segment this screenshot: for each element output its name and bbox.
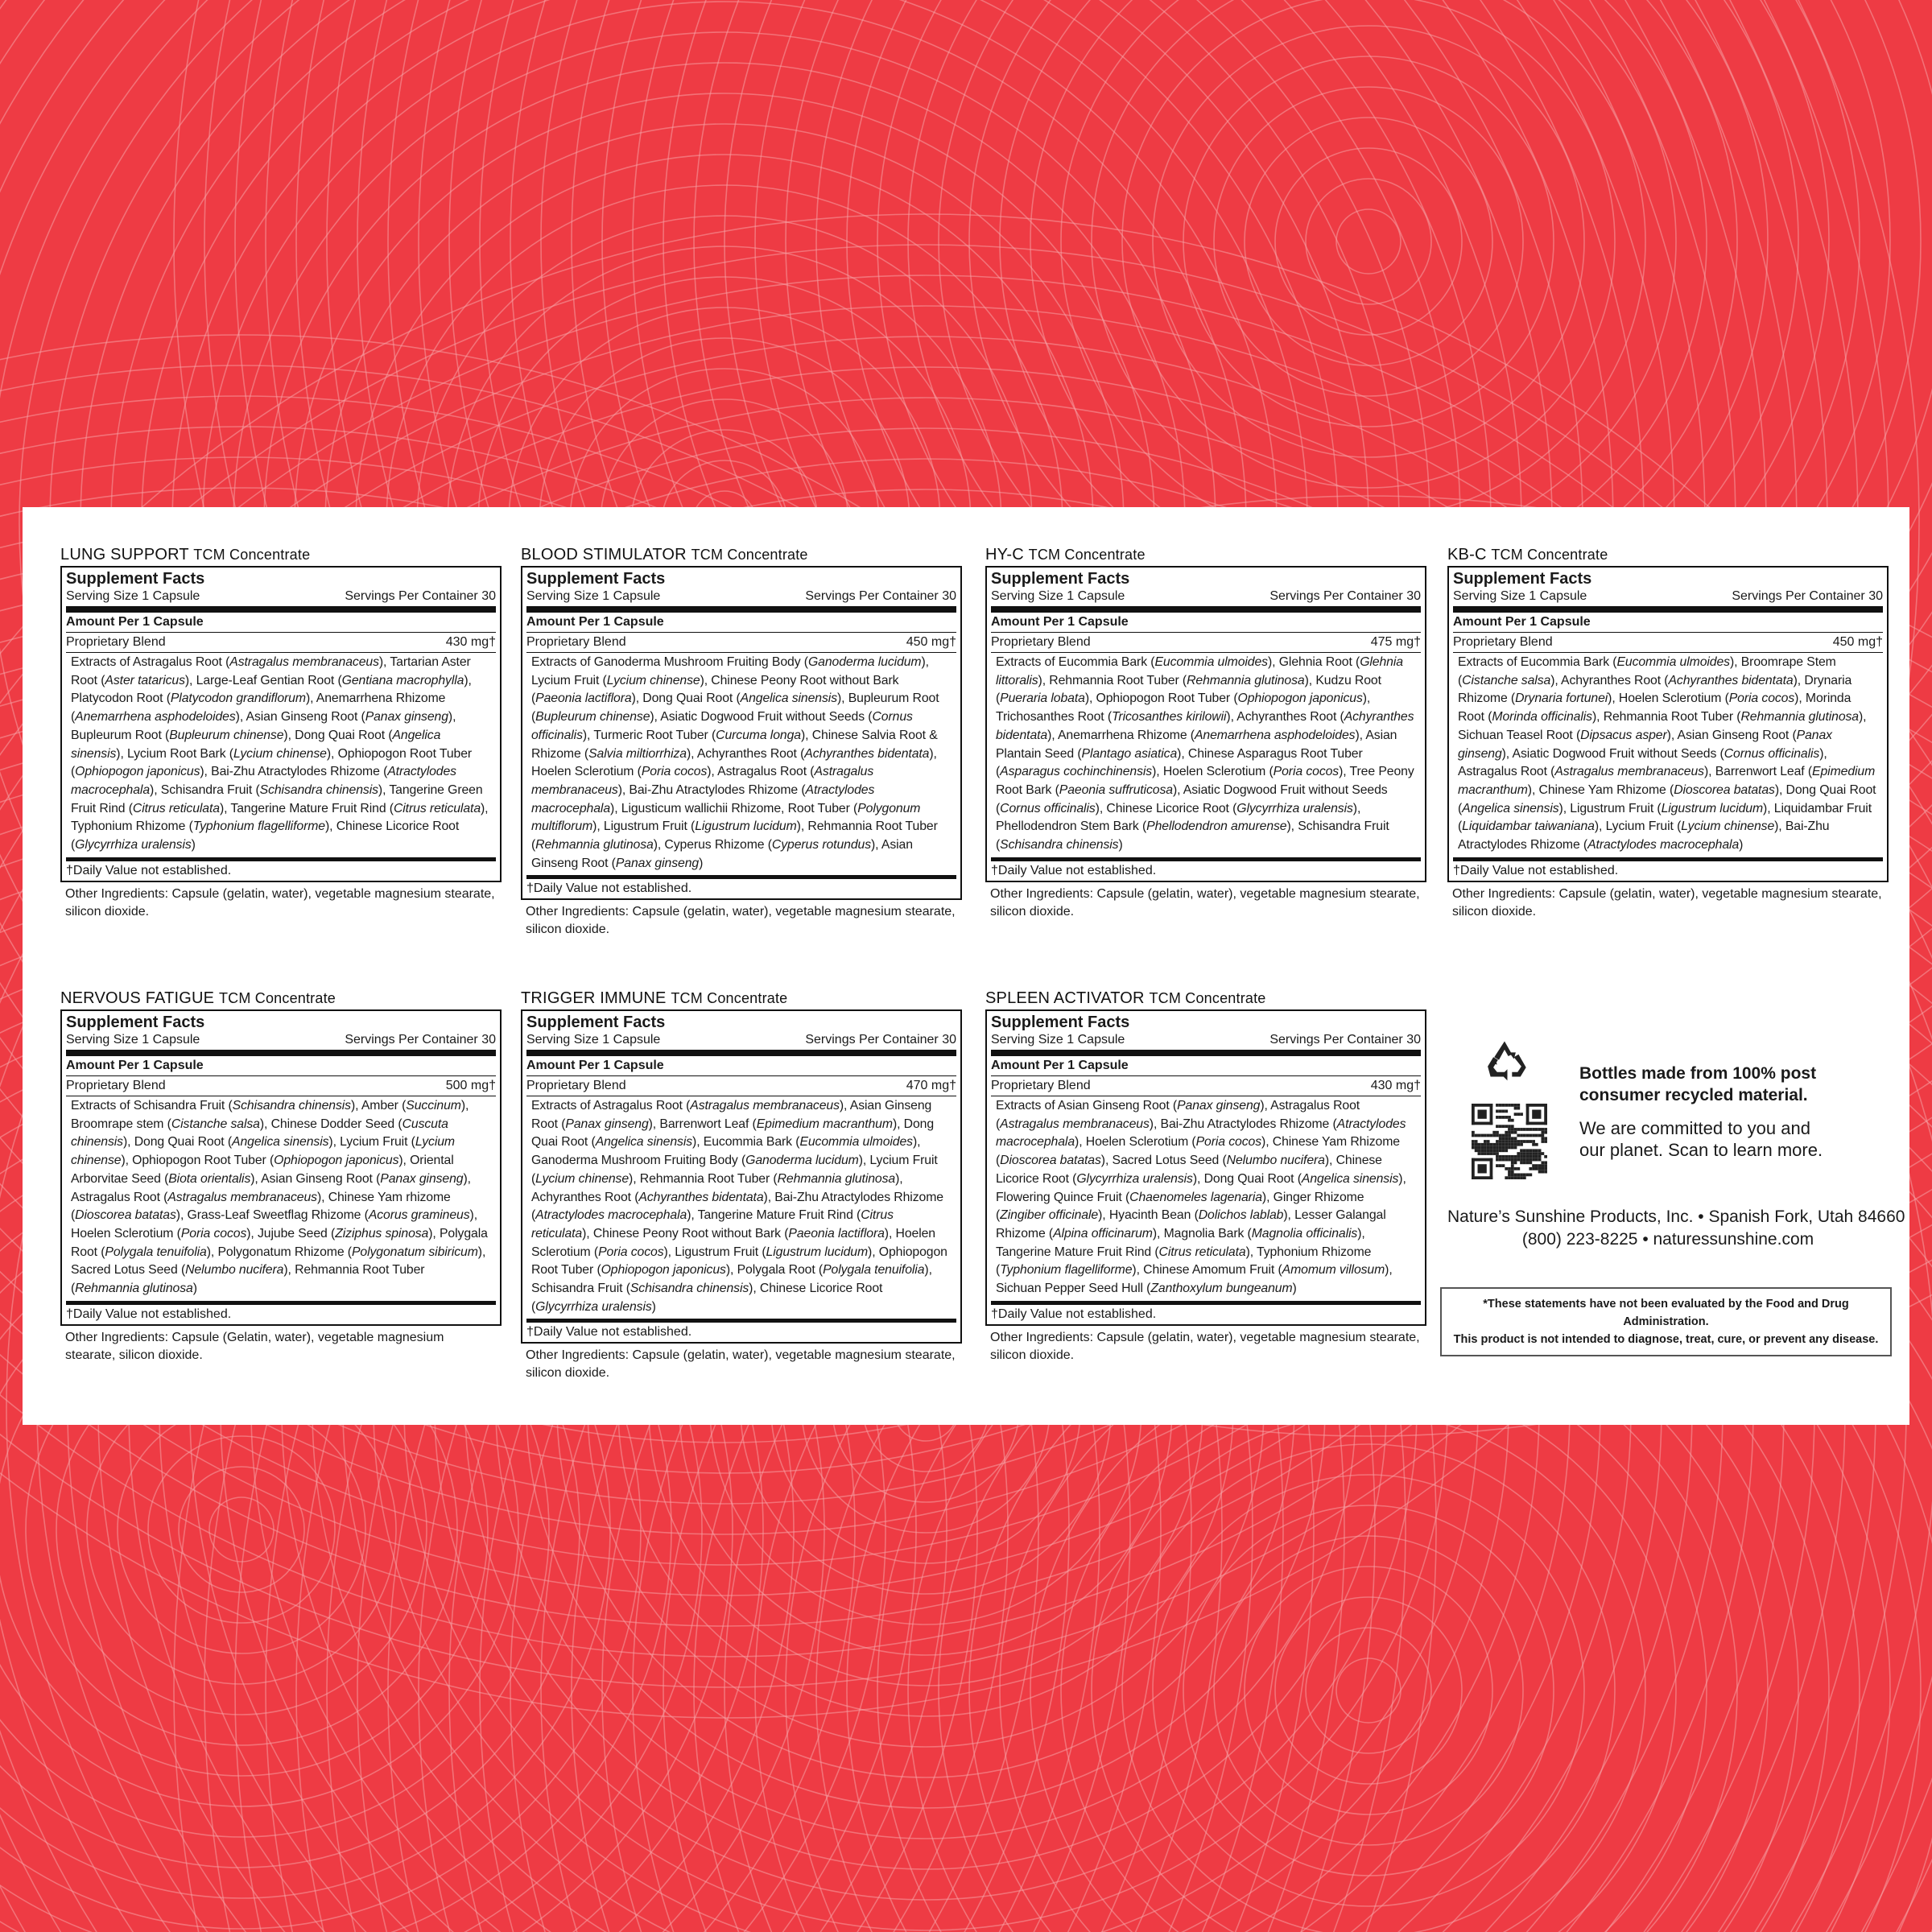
blend-label: Proprietary Blend bbox=[991, 1079, 1091, 1092]
serving-size: Serving Size 1 Capsule bbox=[66, 1033, 200, 1046]
amount-per-heading: Amount Per 1 Capsule bbox=[991, 1059, 1129, 1072]
blend-row bbox=[526, 633, 956, 652]
thick-divider bbox=[526, 1050, 956, 1056]
amount-per-heading: Amount Per 1 Capsule bbox=[526, 1059, 664, 1072]
blend-amount: 470 mg† bbox=[906, 1079, 956, 1092]
product-subtitle: TCM Concentrate bbox=[1028, 547, 1146, 563]
daily-value-note: †Daily Value not established. bbox=[66, 1307, 232, 1321]
thick-divider bbox=[526, 606, 956, 613]
blend-label: Proprietary Blend bbox=[991, 635, 1091, 649]
product-name: HY-C bbox=[985, 546, 1024, 564]
ingredients-list: Extracts of Eucommia Bark (Eucommia ulmoides), Glehnia Root (Glehnia littoralis), Rehmannia Root Tuber (Rehmannia glutinosa), Kudzu Root (Pueraria lobata), Ophiopogon Root Tuber (Ophiopogon japonicus), Trichosanthes Root (Tricosanthes kirilowii), Achyranthes Root (Achyranthes bidentata), Anemarrhena Rhizome (Anemarrhena asphodeloides), Asian Plantain Seed (Plantago asiatica), Chinese Asparagus Root Tuber (Asparagus cochinchinensis), Hoelen Sclerotium (Poria cocos), Tree Peony Root Bark (Paeonia suffruticosa), Asiatic Dogwood Fruit without Seeds (Cornus officinalis), Chinese Licorice Root (Glycyrrhiza uralensis), Phellodendron Stem Bark (Phellodendron amurense), Schisandra Fruit (Schisandra chinensis) bbox=[991, 652, 1421, 857]
disclaimer-line1: *These statements have not been evaluated by the Food and Drug Administration. bbox=[1483, 1298, 1849, 1328]
servings-per-container: Servings Per Container 30 bbox=[345, 589, 496, 603]
thick-divider bbox=[991, 606, 1421, 613]
product-trigger-immune bbox=[521, 987, 962, 1382]
blend-row bbox=[991, 1076, 1421, 1096]
daily-value-note: †Daily Value not established. bbox=[526, 881, 692, 896]
amount-per-heading: Amount Per 1 Capsule bbox=[1453, 615, 1591, 629]
blend-amount: 450 mg† bbox=[1832, 635, 1883, 649]
daily-value-note: †Daily Value not established. bbox=[526, 1325, 692, 1340]
ingredients-list: Extracts of Schisandra Fruit (Schisandra chinensis), Amber (Succinum), Broomrape stem (Cistanche salsa), Chinese Dodder Seed (Cuscuta chinensis), Dong Quai Root (Angelica sinensis), Lycium Fruit (Lycium chinense), Ophiopogon Root Tuber (Ophiopogon japonicus), Oriental Arborvitae Seed (Biota orientalis), Asian Ginseng Root (Panax ginseng), Astragalus Root (Astragalus membranaceus), Chinese Yam rhizome (Dioscorea batatas), Grass-Leaf Sweetflag Rhizome (Acorus gramineus), Hoelen Sclerotium (Poria cocos), Jujube Seed (Ziziphus spinosa), Polygala Root (Polygala tenuifolia), Polygonatum Rhizome (Polygonatum sibiricum), Sacred Lotus Seed (Nelumbo nucifera), Rehmannia Root Tuber (Rehmannia glutinosa) bbox=[66, 1096, 496, 1301]
product-subtitle: TCM Concentrate bbox=[218, 990, 336, 1006]
supplement-facts-box bbox=[60, 1009, 502, 1326]
ingredients-list: Extracts of Asian Ginseng Root (Panax ginseng), Astragalus Root (Astragalus membranaceus), Bai-Zhu Atractylodes Rhizome (Atractylodes macrocephala), Hoelen Sclerotium (Poria cocos), Chinese Yam Rhizome (Dioscorea batatas), Sacred Lotus Seed (Nelumbo nucifera), Chinese Licorice Root (Glycyrrhiza uralensis), Dong Quai Root (Angelica sinensis), Flowering Quince Fruit (Chaenomeles lagenaria), Ginger Rhizome (Zingiber officinale), Hyacinth Bean (Dolichos lablab), Lesser Galangal Rhizome (Alpina officinarum), Magnolia Bark (Magnolia officinalis), Tangerine Mature Fruit Rind (Citrus reticulata), Typhonium Rhizome (Typhonium flagelliforme), Chinese Amomum Fruit (Amomum villosum), Sichuan Pepper Seed Hull (Zanthoxylum bungeanum) bbox=[991, 1096, 1421, 1301]
fda-disclaimer bbox=[1440, 1287, 1892, 1356]
disclaimer-line2: This product is not intended to diagnose, treat, cure, or prevent any disease. bbox=[1453, 1333, 1879, 1346]
other-ingredients: Other Ingredients: Capsule (gelatin, water), vegetable magnesium stearate, silicon dioxide. bbox=[526, 905, 956, 937]
supplement-facts-heading: Supplement Facts bbox=[991, 570, 1130, 588]
blend-row bbox=[66, 633, 496, 652]
product-kb-c bbox=[1447, 543, 1889, 921]
commitment-message bbox=[1579, 1117, 1829, 1161]
servings-per-container: Servings Per Container 30 bbox=[345, 1033, 496, 1046]
label-panel bbox=[23, 507, 1909, 1425]
blend-row bbox=[991, 633, 1421, 652]
blend-row bbox=[526, 1076, 956, 1096]
supplement-facts-heading: Supplement Facts bbox=[526, 1013, 666, 1031]
other-ingredients: Other Ingredients: Capsule (gelatin, water), vegetable magnesium stearate, silicon dioxide. bbox=[65, 886, 495, 919]
product-name: BLOOD STIMULATOR bbox=[521, 546, 687, 564]
supplement-facts-box bbox=[985, 1009, 1426, 1326]
product-blood-stimulator bbox=[521, 543, 962, 939]
supplement-facts-heading: Supplement Facts bbox=[66, 570, 205, 588]
product-spleen-activator bbox=[985, 987, 1426, 1364]
product-name: NERVOUS FATIGUE bbox=[60, 989, 215, 1007]
product-subtitle: TCM Concentrate bbox=[1149, 990, 1266, 1006]
product-title bbox=[521, 987, 962, 1009]
supplement-facts-heading: Supplement Facts bbox=[526, 570, 666, 588]
other-ingredients: Other Ingredients: Capsule (Gelatin, water), vegetable magnesium stearate, silicon dioxide. bbox=[65, 1330, 444, 1362]
supplement-facts-box bbox=[60, 566, 502, 882]
daily-value-note: †Daily Value not established. bbox=[991, 1307, 1157, 1321]
amount-per-heading: Amount Per 1 Capsule bbox=[66, 1059, 204, 1072]
blend-amount: 450 mg† bbox=[906, 635, 956, 649]
product-subtitle: TCM Concentrate bbox=[671, 990, 788, 1006]
address-line: Nature’s Sunshine Products, Inc. • Spanish Fork, Utah 84660 bbox=[1447, 1208, 1905, 1226]
supplement-facts-heading: Supplement Facts bbox=[1453, 570, 1592, 588]
serving-size: Serving Size 1 Capsule bbox=[991, 1033, 1125, 1046]
blend-amount: 500 mg† bbox=[445, 1079, 496, 1092]
serving-row bbox=[526, 1032, 956, 1048]
blend-label: Proprietary Blend bbox=[66, 1079, 166, 1092]
recycle-icon bbox=[1481, 1038, 1528, 1089]
product-name: LUNG SUPPORT bbox=[60, 546, 189, 564]
bottles-message bbox=[1579, 1063, 1837, 1106]
commitment-text: We are committed to you and our planet. Scan to learn more. bbox=[1579, 1118, 1823, 1160]
daily-value-note: †Daily Value not established. bbox=[991, 863, 1157, 877]
amount-per-heading: Amount Per 1 Capsule bbox=[991, 615, 1129, 629]
serving-row bbox=[991, 1032, 1421, 1048]
daily-value-note: †Daily Value not established. bbox=[66, 863, 232, 877]
supplement-facts-box bbox=[1447, 566, 1889, 882]
product-nervous-fatigue bbox=[60, 987, 502, 1364]
serving-row bbox=[991, 588, 1421, 605]
blend-label: Proprietary Blend bbox=[526, 1079, 626, 1092]
product-subtitle: TCM Concentrate bbox=[691, 547, 808, 563]
product-title bbox=[985, 543, 1426, 566]
product-hy-c bbox=[985, 543, 1426, 921]
other-ingredients: Other Ingredients: Capsule (gelatin, water), vegetable magnesium stearate, silicon dioxide. bbox=[990, 886, 1420, 919]
product-name: KB-C bbox=[1447, 546, 1487, 564]
other-ingredients: Other Ingredients: Capsule (gelatin, water), vegetable magnesium stearate, silicon dioxide. bbox=[526, 1348, 956, 1381]
other-ingredients: Other Ingredients: Capsule (gelatin, water), vegetable magnesium stearate, silicon dioxide. bbox=[1452, 886, 1882, 919]
thick-divider bbox=[1453, 606, 1883, 613]
product-subtitle: TCM Concentrate bbox=[1491, 547, 1608, 563]
supplement-facts-box bbox=[521, 1009, 962, 1344]
serving-row bbox=[526, 588, 956, 605]
product-title bbox=[521, 543, 962, 566]
serving-row bbox=[66, 588, 496, 605]
product-title bbox=[985, 987, 1426, 1009]
product-title bbox=[60, 543, 502, 566]
servings-per-container: Servings Per Container 30 bbox=[1269, 589, 1421, 603]
amount-per-heading: Amount Per 1 Capsule bbox=[66, 615, 204, 629]
product-lung-support bbox=[60, 543, 502, 921]
serving-size: Serving Size 1 Capsule bbox=[1453, 589, 1587, 603]
product-title bbox=[1447, 543, 1889, 566]
contact-line: (800) 223-8225 • naturessunshine.com bbox=[1521, 1230, 1814, 1249]
product-title bbox=[60, 987, 502, 1009]
daily-value-note: †Daily Value not established. bbox=[1453, 863, 1619, 877]
product-name: TRIGGER IMMUNE bbox=[521, 989, 667, 1007]
ingredients-list: Extracts of Eucommia Bark (Eucommia ulmoides), Broomrape Stem (Cistanche salsa), Achyranthes Root (Achyranthes bidentata), Drynaria Rhizome (Drynaria fortunei), Hoelen Sclerotium (Poria cocos), Morinda Root (Morinda officinalis), Rehmannia Root Tuber (Rehmannia glutinosa), Sichuan Teasel Root (Dipsacus asper), Asian Ginseng Root (Panax ginseng), Asiatic Dogwood Fruit without Seeds (Cornus officinalis), Astragalus Root (Astragalus membranaceus), Barrenwort Leaf (Epimedium macranthum), Chinese Yam Rhizome (Dioscorea batatas), Dong Quai Root (Angelica sinensis), Ligustrum Fruit (Ligustrum lucidum), Liquidambar Fruit (Liquidambar taiwaniana), Lycium Fruit (Lycium chinense), Bai-Zhu Atractylodes Rhizome (Atractylodes macrocephala) bbox=[1453, 652, 1883, 857]
blend-amount: 430 mg† bbox=[1370, 1079, 1421, 1092]
supplement-facts-heading: Supplement Facts bbox=[991, 1013, 1130, 1031]
blend-amount: 430 mg† bbox=[445, 635, 496, 649]
blend-amount: 475 mg† bbox=[1370, 635, 1421, 649]
blend-label: Proprietary Blend bbox=[526, 635, 626, 649]
supplement-facts-heading: Supplement Facts bbox=[66, 1013, 205, 1031]
blend-row bbox=[1453, 633, 1883, 652]
serving-row bbox=[1453, 588, 1883, 605]
servings-per-container: Servings Per Container 30 bbox=[1732, 589, 1883, 603]
supplement-facts-box bbox=[521, 566, 962, 900]
servings-per-container: Servings Per Container 30 bbox=[805, 1033, 956, 1046]
amount-per-heading: Amount Per 1 Capsule bbox=[526, 615, 664, 629]
product-subtitle: TCM Concentrate bbox=[193, 547, 311, 563]
qr-code-icon[interactable] bbox=[1472, 1104, 1547, 1183]
blend-label: Proprietary Blend bbox=[66, 635, 166, 649]
servings-per-container: Servings Per Container 30 bbox=[805, 589, 956, 603]
ingredients-list: Extracts of Astragalus Root (Astragalus membranaceus), Asian Ginseng Root (Panax ginseng), Barrenwort Leaf (Epimedium macranthum), Dong Quai Root (Angelica sinensis), Eucommia Bark (Eucommia ulmoides), Ganoderma Mushroom Fruiting Body (Ganoderma lucidum), Lycium Fruit (Lycium chinense), Rehmannia Root Tuber (Rehmannia glutinosa), Achyranthes Root (Achyranthes bidentata), Bai-Zhu Atractylodes Rhizome (Atractylodes macrocephala), Tangerine Mature Fruit Rind (Citrus reticulata), Chinese Peony Root without Bark (Paeonia lactiflora), Hoelen Sclerotium (Poria cocos), Ligustrum Fruit (Ligustrum lucidum), Ophiopogon Root Tuber (Ophiopogon japonicus), Polygala Root (Polygala tenuifolia), Schisandra Fruit (Schisandra chinensis), Chinese Licorice Root (Glycyrrhiza uralensis) bbox=[526, 1096, 956, 1319]
serving-size: Serving Size 1 Capsule bbox=[526, 1033, 661, 1046]
thick-divider bbox=[66, 1050, 496, 1056]
serving-row bbox=[66, 1032, 496, 1048]
serving-size: Serving Size 1 Capsule bbox=[66, 589, 200, 603]
serving-size: Serving Size 1 Capsule bbox=[526, 589, 661, 603]
bottles-text: Bottles made from 100% post consumer recycled material. bbox=[1579, 1064, 1817, 1104]
company-address bbox=[1447, 1206, 1905, 1251]
ingredients-list: Extracts of Astragalus Root (Astragalus membranaceus), Tartarian Aster Root (Aster tataricus), Large-Leaf Gentian Root (Gentiana macrophylla), Platycodon Root (Platycodon grandiflorum), Anemarrhena Rhizome (Anemarrhena asphodeloides), Asian Ginseng Root (Panax ginseng), Bupleurum Root (Bupleurum chinense), Dong Quai Root (Angelica sinensis), Lycium Root Bark (Lycium chinense), Ophiopogon Root Tuber (Ophiopogon japonicus), Bai-Zhu Atractylodes Rhizome (Atractylodes macrocephala), Schisandra Fruit (Schisandra chinensis), Tangerine Green Fruit Rind (Citrus reticulata), Tangerine Mature Fruit Rind (Citrus reticulata), Typhonium Rhizome (Typhonium flagelliforme), Chinese Licorice Root (Glycyrrhiza uralensis) bbox=[66, 652, 496, 857]
serving-size: Serving Size 1 Capsule bbox=[991, 589, 1125, 603]
blend-label: Proprietary Blend bbox=[1453, 635, 1553, 649]
servings-per-container: Servings Per Container 30 bbox=[1269, 1033, 1421, 1046]
supplement-facts-box bbox=[985, 566, 1426, 882]
blend-row bbox=[66, 1076, 496, 1096]
thick-divider bbox=[991, 1050, 1421, 1056]
other-ingredients: Other Ingredients: Capsule (gelatin, water), vegetable magnesium stearate, silicon dioxide. bbox=[990, 1330, 1420, 1362]
thick-divider bbox=[66, 606, 496, 613]
product-name: SPLEEN ACTIVATOR bbox=[985, 989, 1145, 1007]
ingredients-list: Extracts of Ganoderma Mushroom Fruiting Body (Ganoderma lucidum), Lycium Fruit (Lycium chinense), Chinese Peony Root without Bark (Paeonia lactiflora), Dong Quai Root (Angelica sinensis), Bupleurum Root (Bupleurum chinense), Asiatic Dogwood Fruit without Seeds (Cornus officinalis), Turmeric Root Tuber (Curcuma longa), Chinese Salvia Root & Rhizome (Salvia miltiorrhiza), Achyranthes Root (Achyranthes bidentata), Hoelen Sclerotium (Poria cocos), Astragalus Root (Astragalus membranaceus), Bai-Zhu Atractylodes Rhizome (Atractylodes macrocephala), Ligusticum wallichii Rhizome, Root Tuber (Polygonum multiflorum), Ligustrum Fruit (Ligustrum lucidum), Rehmannia Root Tuber (Rehmannia glutinosa), Cyperus Rhizome (Cyperus rotundus), Asian Ginseng Root (Panax ginseng) bbox=[526, 652, 956, 875]
